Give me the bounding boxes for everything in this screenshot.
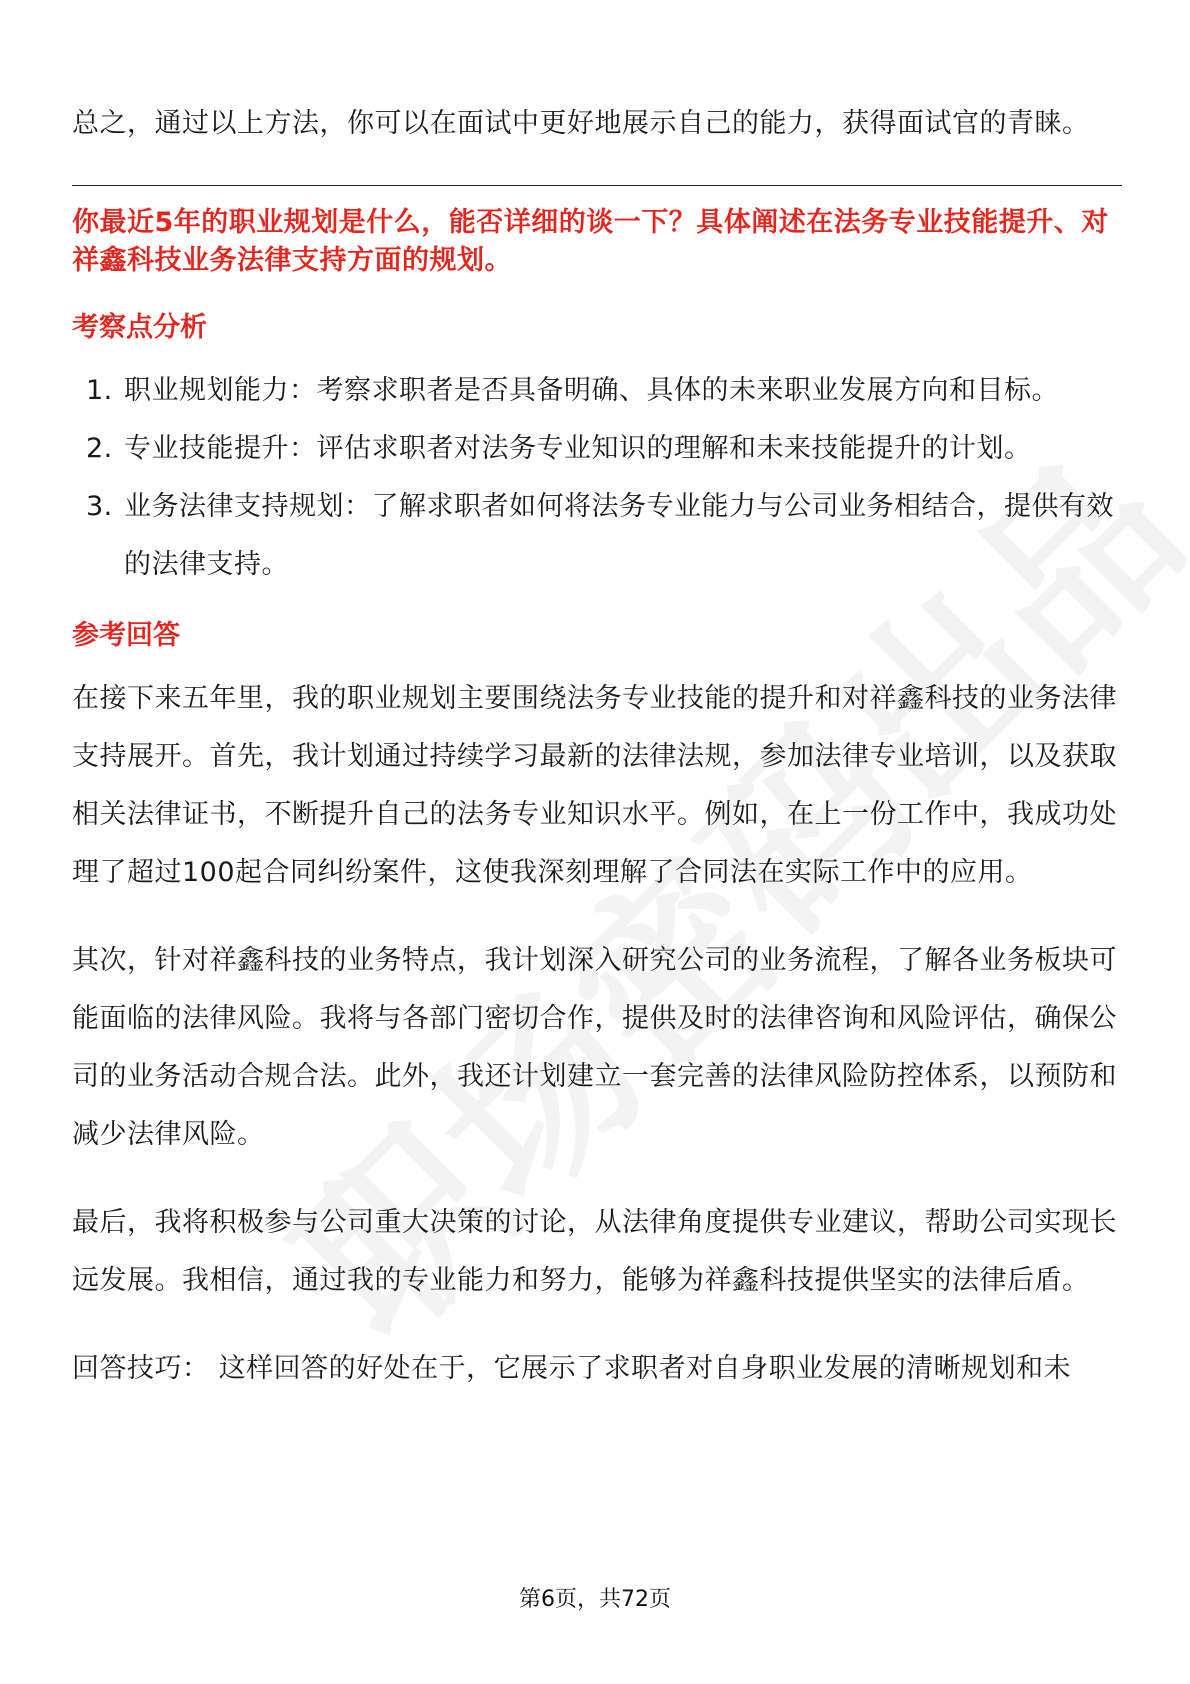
analysis-item: [72, 420, 1122, 478]
list-number: 3.: [86, 491, 113, 522]
analysis-heading: 考察点分析: [72, 312, 207, 343]
analysis-list: [72, 362, 1122, 594]
analysis-item-text: 专业技能提升：评估求职者对法务专业知识的理解和未来技能提升的计划。: [124, 433, 1032, 464]
analysis-item-text: 职业规划能力：考察求职者是否具备明确、具体的未来职业发展方向和目标。: [124, 375, 1059, 406]
list-number: 1.: [86, 375, 113, 406]
answer-heading: 参考回答: [72, 620, 180, 651]
interview-question: 你最近5年的职业规划是什么，能否详细的谈一下？具体阐述在法务专业技能提升、对祥鑫科技业务法律支持方面的规划。: [72, 207, 1109, 276]
intro-paragraph: 总之，通过以上方法，你可以在面试中更好地展示自己的能力，获得面试官的青睐。: [72, 108, 1090, 139]
analysis-item: [72, 362, 1122, 420]
analysis-item: [72, 478, 1122, 594]
answer-paragraph: 在接下来五年里，我的职业规划主要围绕法务专业技能的提升和对祥鑫科技的业务法律支持展开。首先，我计划通过持续学习最新的法律法规，参加法律专业培训，以及获取相关法律证书，不断提升自己的法务专业知识水平。例如，在上一份工作中，我成功处理了超过100起合同纠纷案件，这使我深刻理解了合同法在实际工作中的应用。: [72, 683, 1117, 888]
list-number: 2.: [86, 433, 113, 464]
answer-paragraph: 其次，针对祥鑫科技的业务特点，我计划深入研究公司的业务流程，了解各业务板块可能面临的法律风险。我将与各部门密切合作，提供及时的法律咨询和风险评估，确保公司的业务活动合规合法。此外，我还计划建立一套完善的法律风险防控体系，以预防和减少法律风险。: [72, 945, 1117, 1150]
page-content: [72, 95, 1122, 1398]
section-divider: [72, 185, 1122, 186]
analysis-item-text: 业务法律支持规划：了解求职者如何将法务专业能力与公司业务相结合，提供有效的法律支持。: [124, 491, 1114, 580]
answer-tip-paragraph: 回答技巧： 这样回答的好处在于，它展示了求职者对自身职业发展的清晰规划和未: [72, 1353, 1072, 1384]
page-number-footer: 第6页，共72页: [519, 1587, 671, 1612]
answer-paragraph: 最后，我将积极参与公司重大决策的讨论，从法律角度提供专业建议，帮助公司实现长远发展。我相信，通过我的专业能力和努力，能够为祥鑫科技提供坚实的法律后盾。: [72, 1207, 1117, 1296]
